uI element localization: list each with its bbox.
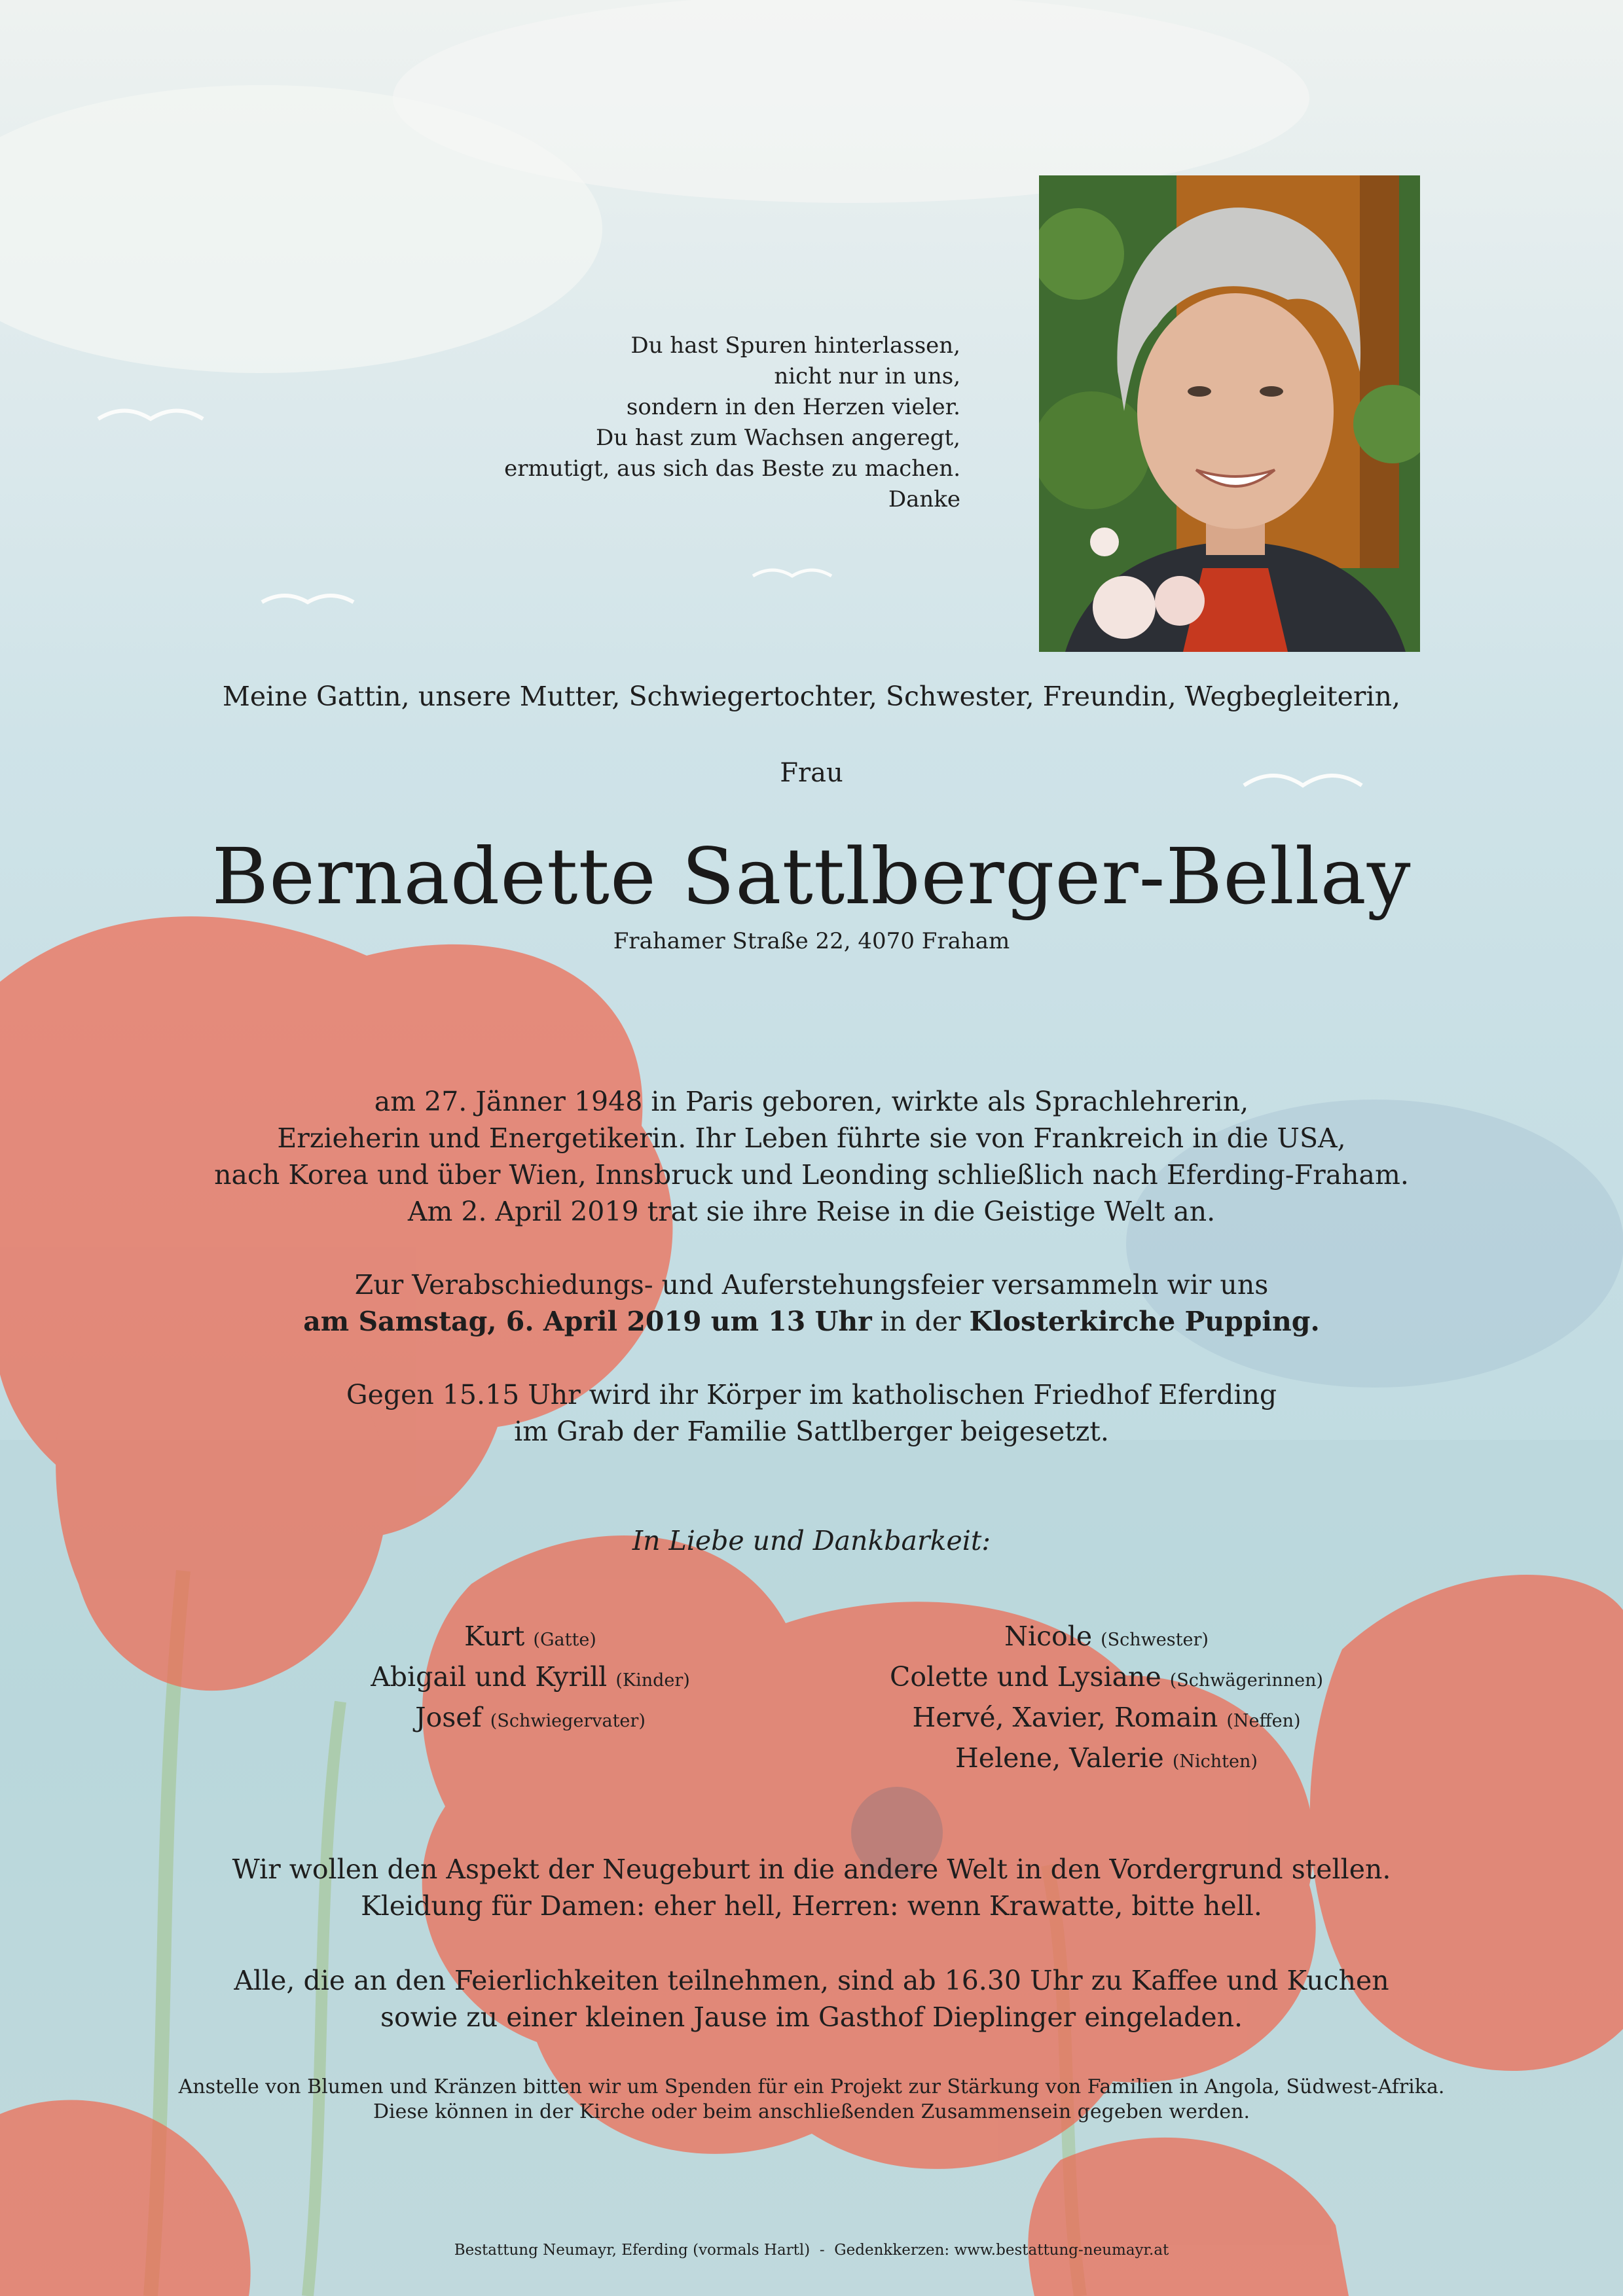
quote-line: Danke [888,486,960,512]
note-line: Wir wollen den Aspekt der Neugeburt in die andere Welt in den Vordergrund stellen. [232,1854,1391,1885]
quote-line: nicht nur in uns, [774,363,960,389]
note-line: Alle, die an den Feierlichkeiten teilnehmen, sind ab 16.30 Uhr zu Kaffee und Kuchen [234,1965,1389,1996]
funeral-home-footer: Bestattung Neumayr, Eferding (vormals Hartl) - Gedenkkerzen: www.bestattung-neumayr.at [454,2242,1169,2259]
member-relation: (Gatte) [533,1630,596,1650]
biography [0,1083,1623,1230]
ceremony-connector: in der [871,1306,970,1337]
quote-line: Du hast Spuren hinterlassen, [630,332,960,359]
member-relation: (Schwester) [1101,1630,1209,1650]
bio-line: Erzieherin und Energetikerin. Ihr Leben führte sie von Frankreich in die USA, [277,1122,1346,1154]
ceremony-info [0,1266,1623,1340]
quote-line: Du hast zum Wachsen angeregt, [595,425,960,451]
family-member [236,1659,825,1699]
ceremony-line: Zur Verabschiedungs- und Auferstehungsfeier versammeln wir uns [354,1269,1269,1300]
salutation: Frau [780,758,843,788]
member-relation: (Kinder) [615,1670,690,1691]
relationship-intro: Meine Gattin, unsere Mutter, Schwiegertochter, Schwester, Freundin, Wegbegleiterin, [222,681,1401,712]
member-name: Helene, Valerie [955,1742,1164,1774]
dress-note [0,1851,1623,1924]
deceased-address: Frahamer Straße 22, 4070 Fraham [613,928,1010,954]
bio-line: am 27. Jänner 1948 in Paris geboren, wirkte als Sprachlehrerin, [374,1086,1249,1117]
donation-note [0,2075,1623,2125]
bio-line: nach Korea und über Wien, Innsbruck und Leonding schließlich nach Eferding-Fraham. [214,1159,1409,1191]
family-member [812,1699,1401,1740]
ceremony-date: am Samstag, 6. April 2019 um 13 Uhr [303,1306,872,1337]
quote-line: sondern in den Herzen vieler. [626,394,960,420]
memorial-quote [504,331,960,515]
bio-line: Am 2. April 2019 trat sie ihre Reise in die Geistige Welt an. [407,1196,1216,1227]
member-relation: (Schwägerinnen) [1169,1670,1323,1691]
burial-line: im Grab der Familie Sattlberger beigesetzt. [514,1416,1109,1447]
family-member [812,1740,1401,1780]
member-name: Colette und Lysiane [890,1661,1161,1693]
member-name: Hervé, Xavier, Romain [912,1702,1218,1733]
member-name: Abigail und Kyrill [371,1661,608,1693]
family-member [236,1618,825,1659]
quote-line: ermutigt, aus sich das Beste zu machen. [504,456,960,482]
note-line: Diese können in der Kirche oder beim anschließenden Zusammensein gegeben werden. [373,2100,1250,2123]
deceased-name: Bernadette Sattlberger-Bellay [211,831,1412,922]
ceremony-place: Klosterkirche Pupping. [969,1306,1320,1337]
member-name: Josef [415,1702,482,1733]
member-name: Nicole [1004,1621,1093,1652]
family-list-left [236,1618,825,1740]
closing-phrase: In Liebe und Dankbarkeit: [632,1525,991,1556]
note-line: Kleidung für Damen: eher hell, Herren: wenn Krawatte, bitte hell. [361,1890,1262,1922]
burial-info [0,1376,1623,1450]
member-name: Kurt [464,1621,525,1652]
portrait-image [1039,175,1420,652]
family-member [236,1699,825,1740]
burial-line: Gegen 15.15 Uhr wird ihr Körper im katholischen Friedhof Eferding [346,1379,1277,1410]
member-relation: (Nichten) [1172,1751,1258,1772]
family-list-right [812,1618,1401,1780]
family-member [812,1659,1401,1699]
note-line: Anstelle von Blumen und Kränzen bitten wir um Spenden für ein Projekt zur Stärkung von Familien in Angola, Südwest-Afrika. [178,2075,1445,2098]
note-line: sowie zu einer kleinen Jause im Gasthof Dieplinger eingeladen. [380,2001,1243,2033]
member-relation: (Schwiegervater) [490,1711,646,1731]
ceremony-date-place [0,1303,1623,1340]
portrait-photo [1039,175,1420,652]
reception-note [0,1962,1623,2036]
family-member [812,1618,1401,1659]
member-relation: (Neffen) [1226,1711,1301,1731]
